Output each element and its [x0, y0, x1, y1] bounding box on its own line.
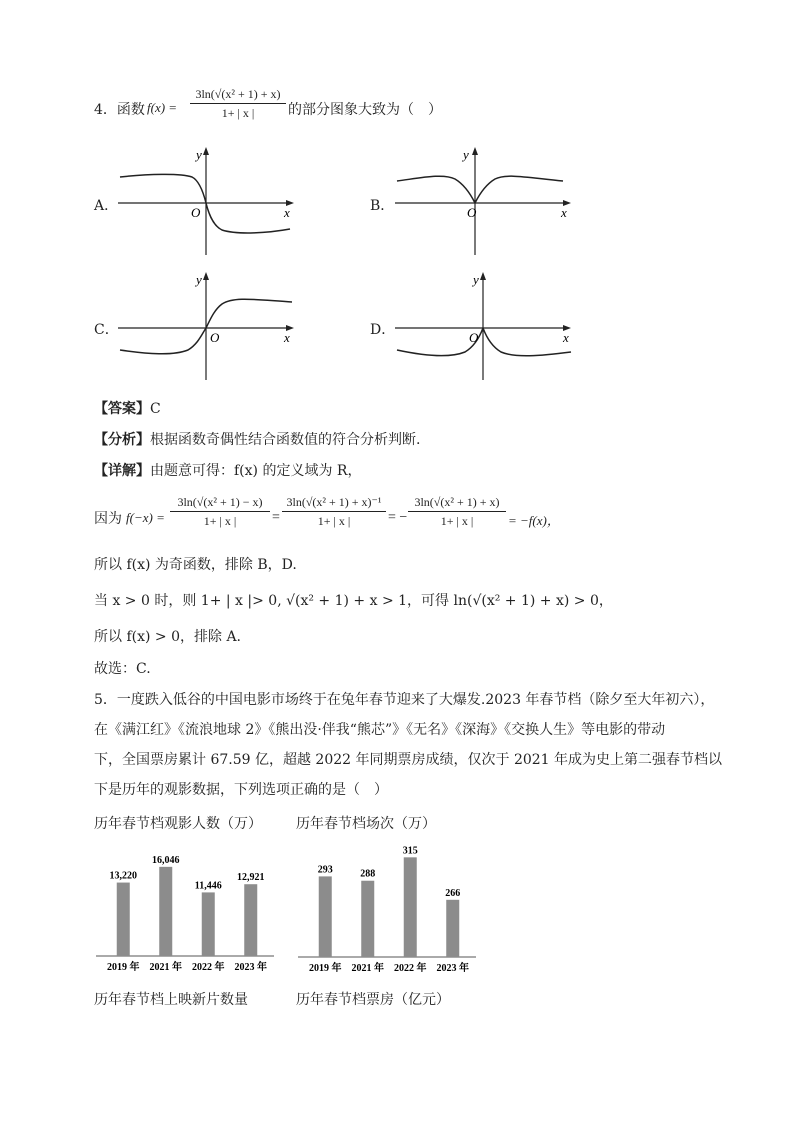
detail-frac-1-bar: [170, 511, 270, 512]
q5-line-3: 下，全国票房累计 67.59 亿，超越 2022 年同期票房成绩，仅次于 2021 年成为史上第二强春节档以: [94, 752, 723, 768]
chart-value-label: 315: [402, 845, 418, 857]
q4-func-lhs: f(x) =: [147, 100, 178, 115]
detail-frac-1: [170, 494, 270, 529]
shows-bar-chart: [296, 835, 486, 980]
detail-eq-1: =: [272, 510, 280, 525]
detail-frac-1-den: 1+ | x |: [203, 514, 237, 528]
detail-frac-2-num: 3ln(√(x² + 1) + x)⁻¹: [286, 495, 382, 509]
q4-stem: [94, 99, 145, 119]
q5-line-1: 5．一度跌入低谷的中国电影市场终于在兔年春节迎来了大爆发.2023 年春节档（除夕至大年初六），: [94, 692, 715, 708]
answer-line: [94, 398, 161, 418]
option-a-origin-label: O: [191, 205, 201, 220]
q4-fraction: [190, 86, 286, 121]
detail-tag: 【详解】: [94, 463, 150, 479]
option-c-graph: [118, 270, 298, 382]
chart-value-label: 13,220: [109, 870, 137, 882]
chart-bar: [361, 881, 374, 957]
chart-category-label: 2023 年: [234, 962, 267, 973]
caption-new-films: 历年春节档上映新片数量: [94, 992, 248, 1008]
option-a-x-label: x: [284, 205, 290, 220]
chart-category-label: 2021 年: [351, 963, 384, 974]
detail-text-1: 由题意可得：f(x) 的定义域为 R，: [150, 463, 362, 479]
q5-line-2: 在《满江红》《流浪地球 2》《熊出没·伴我“熊芯”》《无名》《深海》《交换人生》等电影的带动: [94, 722, 666, 738]
caption-shows: 历年春节档场次（万）: [296, 816, 436, 832]
chart-category-label: 2021 年: [149, 962, 182, 973]
detail-line-1: [94, 460, 361, 480]
q4-frac-den: 1+ | x |: [221, 106, 255, 120]
option-c-origin-label: O: [210, 330, 220, 345]
chart-category-label: 2019 年: [309, 963, 342, 974]
caption-box-office: 历年春节档票房（亿元）: [296, 992, 450, 1008]
detail-frac-2: [282, 494, 386, 529]
chart-bar: [404, 857, 417, 957]
option-a-y-label: y: [196, 147, 202, 162]
option-a-label: A．: [94, 198, 119, 214]
chart-bar: [117, 883, 130, 956]
detail-frac-3-den: 1+ | x |: [440, 514, 474, 528]
detail-frac-1-num: 3ln(√(x² + 1) − x): [177, 495, 263, 509]
option-b-origin-label: O: [467, 205, 477, 220]
q4-frac-bar: [190, 103, 286, 104]
answer-tag: 【答案】: [94, 401, 150, 417]
chart-value-label: 288: [360, 868, 376, 880]
chart-value-label: 293: [317, 864, 333, 876]
q4-prefix: 函数: [116, 102, 145, 118]
chart-category-label: 2019 年: [107, 962, 140, 973]
chart-value-label: 16,046: [152, 854, 180, 866]
analysis-text: 根据函数奇偶性结合函数值的符合分析判断.: [150, 432, 421, 448]
q5-line-4: 下是历年的观影数据，下列选项正确的是（ ）: [94, 782, 388, 798]
option-c-x-label: x: [284, 330, 290, 345]
option-d-origin-label: O: [469, 330, 479, 345]
option-d-graph: [395, 270, 575, 382]
chart-bar: [244, 884, 257, 956]
chart-value-label: 266: [445, 887, 461, 899]
chart-value-label: 12,921: [237, 872, 265, 884]
caption-viewers: 历年春节档观影人数（万）: [94, 816, 262, 832]
option-b-y-label: y: [463, 147, 469, 162]
detail-line-4: 当 x > 0 时，则 1+ | x |> 0, √(x² + 1) + x > 1，可得 ln(√(x² + 1) + x) > 0，: [94, 593, 613, 609]
option-b-graph: [395, 145, 575, 257]
chart-category-label: 2023 年: [436, 963, 469, 974]
detail-line-3: 所以 f(x) 为奇函数，排除 B，D.: [94, 557, 297, 573]
q4-number: 4．: [94, 102, 117, 118]
option-b-label: B．: [370, 198, 395, 214]
option-d-y-label: y: [473, 272, 479, 287]
chart-bar: [446, 900, 459, 957]
analysis-line: [94, 429, 420, 449]
option-c-label: C．: [94, 322, 119, 338]
detail-frac-2-bar: [282, 511, 386, 512]
option-d-x-label: x: [563, 330, 569, 345]
detail-eq-2: = −: [388, 510, 408, 525]
q4-suffix: 的部分图象大致为（ ）: [288, 102, 442, 118]
detail-line-6: 故选：C.: [94, 661, 151, 677]
detail-eq-tail: = −f(x)，: [508, 513, 560, 528]
detail-frac-2-den: 1+ | x |: [317, 514, 351, 528]
detail-eq-lhs: f(−x) =: [126, 510, 165, 525]
detail-frac-3-num: 3ln(√(x² + 1) + x): [414, 495, 500, 509]
chart-bar: [319, 876, 332, 957]
detail-frac-3-bar: [408, 511, 506, 512]
analysis-tag: 【分析】: [94, 432, 150, 448]
answer-value: C: [150, 401, 161, 417]
option-a-graph: [118, 145, 298, 257]
detail-because: 因为: [94, 511, 122, 527]
chart-bar: [159, 867, 172, 956]
option-c-y-label: y: [196, 272, 202, 287]
chart-category-label: 2022 年: [192, 962, 225, 973]
chart-bar: [202, 892, 215, 956]
chart-value-label: 11,446: [194, 880, 222, 892]
viewers-bar-chart: [94, 840, 284, 980]
q4-frac-num: 3ln(√(x² + 1) + x): [195, 87, 281, 101]
option-b-x-label: x: [561, 205, 567, 220]
option-d-label: D．: [370, 322, 396, 338]
detail-frac-3: [408, 494, 506, 529]
chart-category-label: 2022 年: [394, 963, 427, 974]
detail-line-5: 所以 f(x) > 0，排除 A.: [94, 629, 241, 645]
